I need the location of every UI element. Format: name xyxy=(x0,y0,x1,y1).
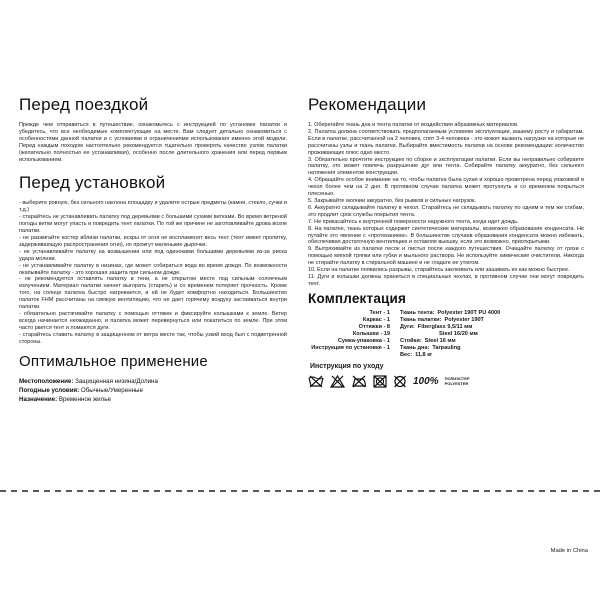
list-item: 7. Не прикасайтесь к внутренней поверхности наружного тента, когда идет дождь. xyxy=(308,218,519,225)
optimal-use-label: Погодные условия: xyxy=(19,387,80,395)
optimal-use-label: Местоположение: xyxy=(19,378,74,386)
spec-row xyxy=(400,310,584,317)
before-setup-title: Перед установкой xyxy=(19,173,166,193)
kit-item: Оттяжки - 8 xyxy=(358,323,390,330)
list-item: - старайтесь не устанавливать палатку под деревьями с большими сухими ветками. Во время ветреной погоды ветки могут упасть и повредить тент палатки. По той же причине не заготовливайте дрова возле палатки. xyxy=(19,214,287,235)
kit-item: Инструкция по установке - 1 xyxy=(311,344,390,351)
polyester-en: POLYESTER xyxy=(444,380,469,386)
before-trip-text: Прежде чем отправиться в путешествие, ознакомьтесь с инструкцией по установке палатки и убедитесь, что все необходимые комплектующие на месте. Вам следует детально ознакомиться с особенностями данной палатки и с условиями и ограничениями использования именно этой модели. Перед каждым походом настоятельно рекомендуется тщательно проверять качество узлов палатки (желательно полностью ее устанавливая), особенно после длительного хранения или перед первым использованием. xyxy=(19,122,287,163)
list-item: 6. Аккуратно складывайте палатку в чехол. Старайтесь не складывать палатку по одним и тем же сгибам, это продлит срок службы покрытия тента. xyxy=(308,204,584,218)
list-item: 10. Если на палатке появились разрывы, старайтесь заклеивать или зашивать их как можно быстрее. xyxy=(308,267,570,274)
left-column xyxy=(19,95,287,404)
list-item: 11. Дуги и колышки должны храниться в специальных чехлах, в противном случае они могут повредить тент. xyxy=(308,273,584,287)
list-item: - не устанавливайте палатку на возвышении или под одинокими большими деревьями из-за риска удара молнии. xyxy=(19,248,287,262)
list-item: - не разжигайте костер вблизи палатки, искры от огня не воспламенят весь тент (тент имеет пропитку, задерживающую распространения огня), но прожгут маленькие дырочки. xyxy=(19,234,287,248)
no-iron-icon xyxy=(351,375,367,388)
spec-row xyxy=(400,317,584,324)
before-trip-title: Перед поездкой xyxy=(19,95,149,114)
no-wash-icon xyxy=(308,375,324,388)
cut-line xyxy=(0,490,600,492)
optimal-use-value: Обычные/Умеренные xyxy=(80,387,143,395)
list-item: 4. Обращайте особое внимание на то, чтобы палатка была сухая и хорошо проветрена перед упаковкой в чехол более чем на 2 дня. В противном случае палатка может протухнуть и со временем покрыться плесенью. xyxy=(308,177,584,198)
polyester-ru: ПОЛИЭСТЕР xyxy=(444,376,470,382)
list-item: 9. Вытряхивайте из палатки песок и листья после каждого путешествия. Очищайте палатку от грязи с помощью мягкой тряпки или губки и мыльного раствора. Не используйте химические очистители. Никогда не стирайте палатку в стиральной машине и не гладьте ее утюгом. xyxy=(308,246,584,267)
spec-label: Ткань дна: xyxy=(400,344,430,351)
spec-row xyxy=(400,345,584,352)
spec-row xyxy=(400,338,584,345)
list-item: - не устанавливайте палатку в низинах, где может собираться вода во время дождя. По возможности окапывайте палатку - это хорошая защита при сильном дожде. xyxy=(19,262,287,276)
list-item: 2. Палатка должна соответствовать предполагаемым условиям эксплуатации, вашему росту и габаритам. Если в палатке, рассчитанной на 2 человек, спят 3-4 человека - это может вызвать нагрузки на которые не рассчитаны узлы и ткань палатки. Выбирайте вместимость палатки на основе рекомендации: количество проживающих плюс одно место. xyxy=(308,128,584,156)
spec-row xyxy=(400,324,584,331)
kit-items xyxy=(308,310,390,359)
kit-item: Сумка-упаковка - 1 xyxy=(337,337,390,344)
optimal-use-purpose xyxy=(19,395,287,404)
kit-table xyxy=(308,310,584,359)
kit-item: Колышки - 19 xyxy=(352,330,390,337)
no-bleach-icon xyxy=(330,375,345,388)
spec-value: Fiberglass 9,5/11 мм xyxy=(417,323,473,330)
list-item: - выберите ровную, без сильного наклона площадку и удалите острые предметы (камни, стекло, сучки и т.д.) xyxy=(19,200,287,214)
spec-row xyxy=(400,331,584,338)
list-item: - не рекомендуется оставлять палатку в тени, а не открытом месте под сильным солнечным излучением. Материал палатки начнет выгорать (стареть) и со временем потеряет прочность. Кроме того, на солнце палатка быстро нагревается, и ей не будет комфортно находиться. Большинство палаток FHM рассчитаны на свежую вентиляцию, что не дает горячему воздуху застаиваться внутри палатки. xyxy=(19,276,287,311)
spec-label: Вес: xyxy=(400,351,413,358)
spec-value: Polyester 190T PU 4000 xyxy=(437,309,501,316)
care-icons xyxy=(308,373,584,391)
spec-label: Ткань тента: xyxy=(400,309,435,316)
list-item: 1. Оберегайте ткань дна и тента палатки от воздействия абразивных материалов. xyxy=(308,122,519,128)
list-item: 8. На палатке, ткань которых содержит синтетические материалы, возможно образование конденсата. Не путайте это явление с «протеканием». В большинстве случаев образования конденсата можно избежать, обеспечивая достаточную вентиляцию и оставляя вьюшку, если это возможно, приоткрытыми. xyxy=(308,225,584,246)
list-item: - обязательно растягивайте палатку с помощью оттяжек и фиксируйте колышками к земле. Ветер всегда начинается неожиданно, и палатка может перевернуться или покатиться по земле. При этом часто рвется тент и ломаются дуги. xyxy=(19,310,287,331)
recommendations-title: Рекомендации xyxy=(308,95,427,114)
polyester-percent: 100% xyxy=(413,376,439,388)
kit-item: Каркас - 1 xyxy=(362,316,390,323)
optimal-use-value: Временное жилье xyxy=(58,396,111,404)
optimal-use-location xyxy=(19,377,287,386)
optimal-use-label: Назначение: xyxy=(19,396,58,404)
list-item: 5. Закрывайте молнии аккуратно, без рывков и сильных нагрузок. xyxy=(308,197,476,204)
no-tumble-dry-icon xyxy=(373,375,387,388)
optimal-use-weather xyxy=(19,386,287,395)
optimal-use-value: Защищенная низина/Долина xyxy=(75,378,158,386)
kit-specs xyxy=(400,310,584,359)
spec-label: Стойки: xyxy=(400,337,422,344)
spec-value: Steel 16/20 мм xyxy=(439,330,478,337)
care-title: Инструкция по уходу xyxy=(310,362,384,370)
kit-item: Тент - 1 xyxy=(369,309,390,316)
no-dry-clean-icon xyxy=(393,375,407,388)
optimal-use-title: Оптимальное применение xyxy=(19,353,208,371)
spec-label: Дуги: xyxy=(400,323,415,330)
spec-value: 11,8 кг xyxy=(415,351,433,358)
made-in-label: Made in China xyxy=(550,548,588,554)
spec-value: Polyester 190T xyxy=(444,316,484,323)
polyester-label xyxy=(445,377,470,386)
kit-title: Комплектация xyxy=(308,290,407,306)
before-setup-list xyxy=(19,200,287,345)
right-column xyxy=(308,95,584,391)
spec-value: Steel 16 мм xyxy=(424,337,456,344)
recommendations-list xyxy=(308,122,584,288)
list-item: - старайтесь ставить палатку в защищенном от ветра месте так, чтобы узкий вход был с подветренной стороны. xyxy=(19,331,287,345)
spec-row xyxy=(400,352,584,359)
spec-label: Ткань палатки: xyxy=(400,316,442,323)
list-item: 3. Обязательно прочтите инструкцию по сборке и эксплуатации палатки. Если вы неправильно собираете палатку, это может повлечь разрушение дуг или тента. Собирайте палатку аккуратно, без сильного натяжения элементов конструкции. xyxy=(308,156,584,177)
spec-value: Tarpauling xyxy=(432,344,461,351)
